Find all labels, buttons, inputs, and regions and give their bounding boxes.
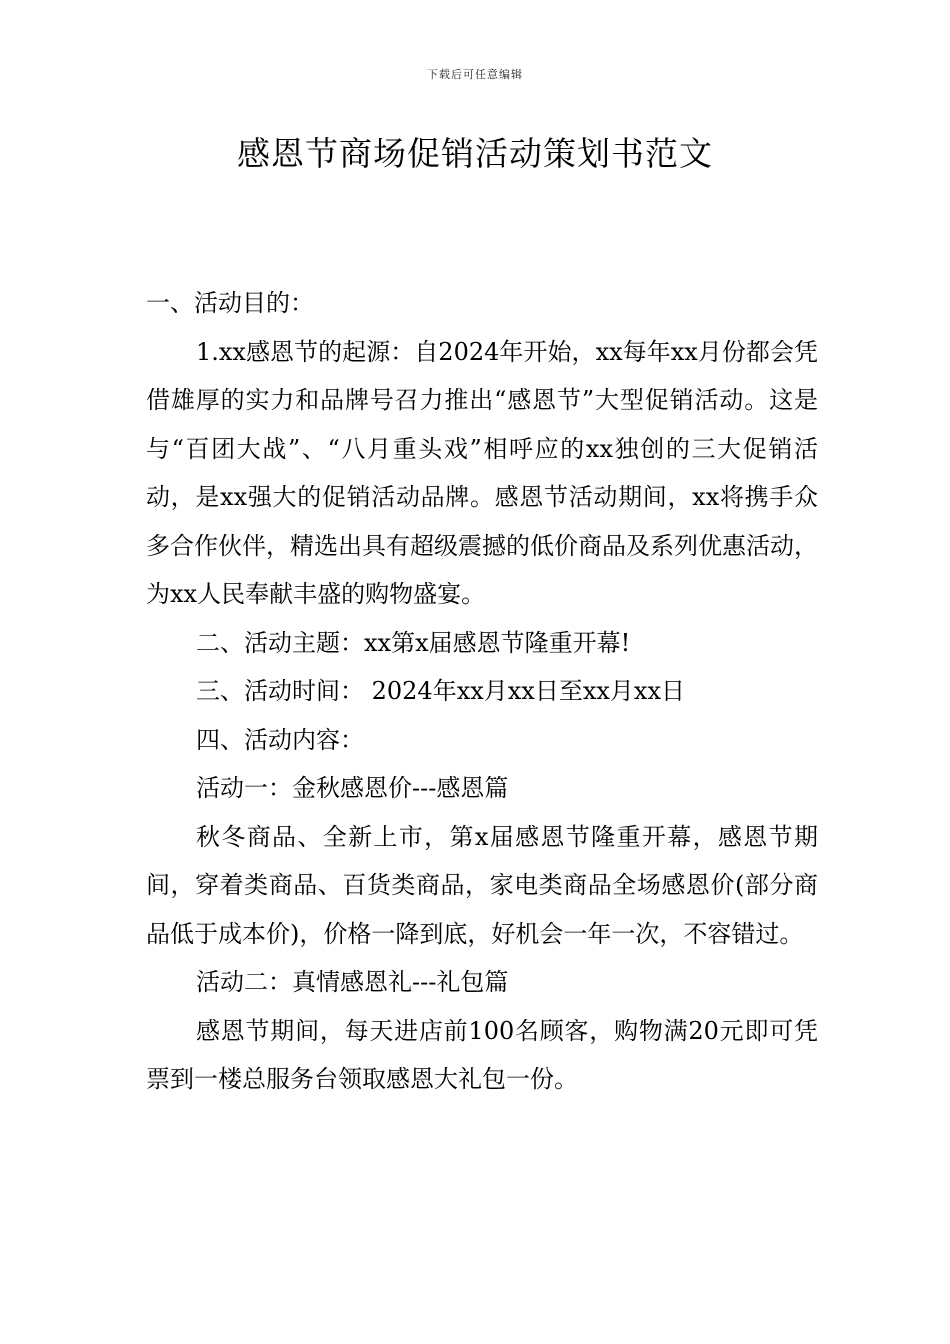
section-heading-content: 四、活动内容： (196, 725, 364, 754)
document-title: 感恩节商场促销活动策划书范文 (237, 134, 713, 173)
header-note: 下载后可任意编辑 (427, 68, 523, 81)
document-body (146, 279, 818, 1104)
activity-one-body: 秋冬商品、全新上市，第x届感恩节隆重开幕，感恩节期间，穿着类商品、百货类商品，家电类商品全场感恩价(部分商品低于成本价)，价格一降到底，好机会一年一次，不容错过。 (146, 822, 818, 948)
activity-one-heading: 活动一：金秋感恩价---感恩篇 (196, 774, 509, 802)
activity-two-body: 感恩节期间，每天进店前100名顾客，购物满20元即可凭票到一楼总服务台领取感恩大礼包一份。 (146, 1016, 818, 1093)
section-heading-purpose: 一、活动目的： (146, 289, 314, 317)
paragraph-time: 三、活动时间： 2024年xx月xx日至xx月xx日 (196, 677, 685, 705)
paragraph-theme: 二、活动主题：xx第x届感恩节隆重开幕! (196, 628, 631, 657)
activity-two-heading: 活动二：真情感恩礼---礼包篇 (196, 968, 509, 996)
paragraph-origin: 1.xx感恩节的起源：自2024年开始，xx每年xx月份都会凭借雄厚的实力和品牌号召力推出“感恩节”大型促销活动。这是与“百团大战”、“八月重头戏”相呼应的xx独创的三大促销活动，是xx强大的促销活动品牌。感恩节活动期间，xx将携手众多合作伙伴，精选出具有超级震撼的低价商品及系列优惠活动，为xx人民奉献丰盛的购物盛宴。 (146, 337, 818, 608)
